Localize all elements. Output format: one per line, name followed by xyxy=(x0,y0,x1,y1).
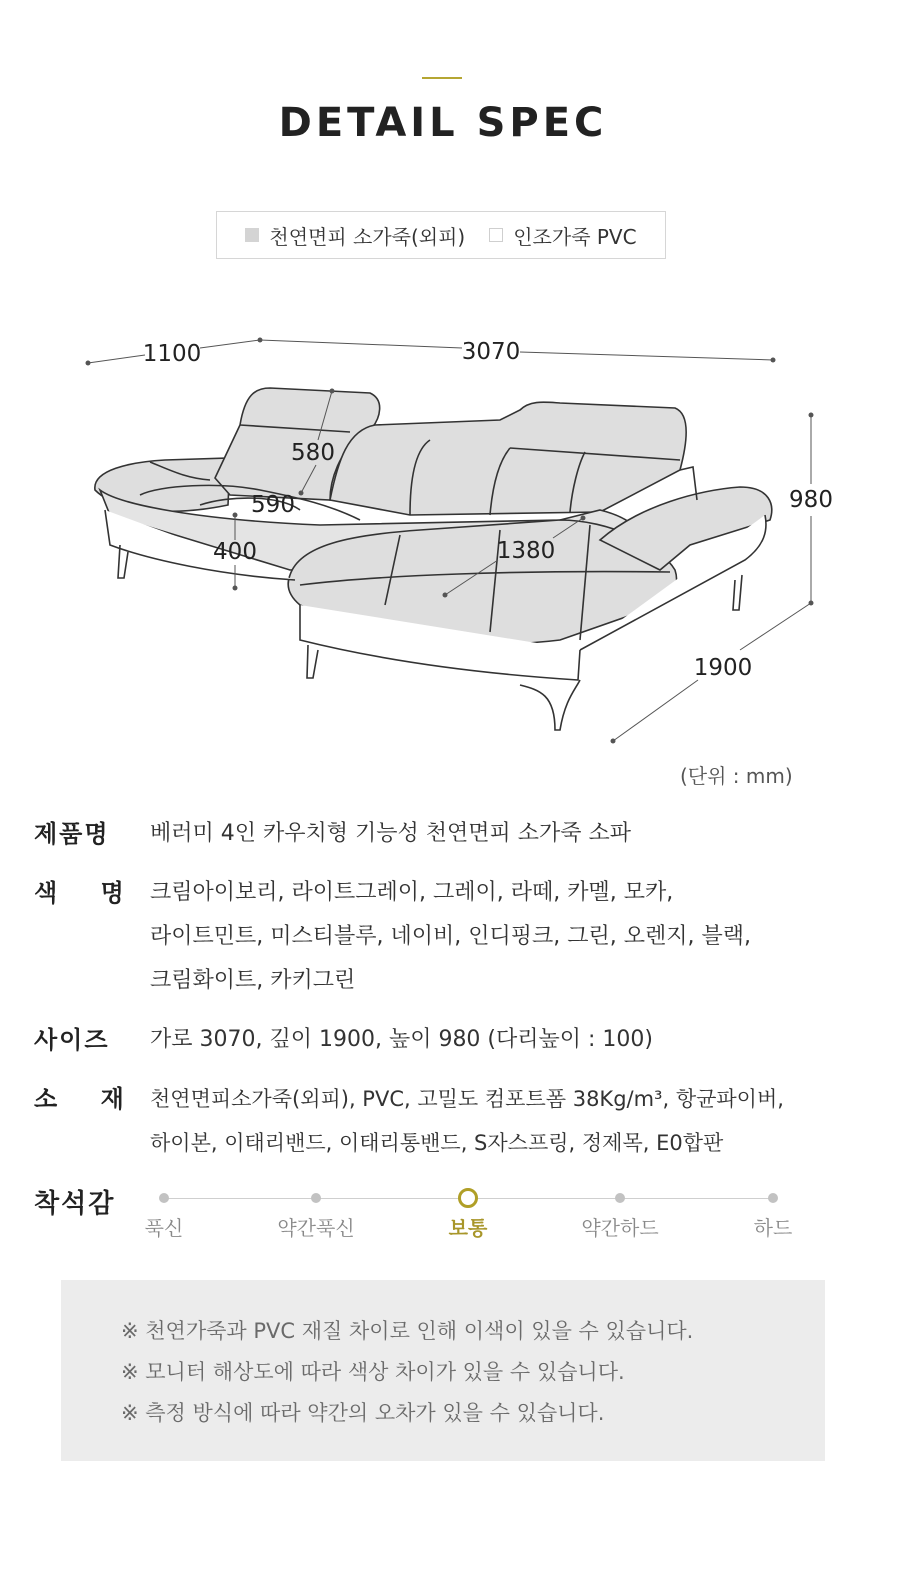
material-legend xyxy=(216,211,666,259)
spec-line: 크림화이트, 카키그린 xyxy=(150,968,356,993)
spec-value-material xyxy=(150,1077,865,1165)
dim-label-back-height: 580 xyxy=(291,440,335,466)
comfort-level-label-selected: 보통 xyxy=(448,1216,488,1240)
comfort-dot-selected xyxy=(458,1188,478,1208)
comfort-dot-2 xyxy=(311,1193,321,1203)
spec-value-size xyxy=(150,1018,865,1062)
dim-label-depth-total: 1900 xyxy=(693,655,753,681)
empty-swatch-icon xyxy=(489,228,503,242)
legend-label-leather: 천연면피 소가죽(외피) xyxy=(269,224,466,249)
spec-value-product-name xyxy=(150,812,865,856)
comfort-level-label: 하드 xyxy=(753,1216,793,1240)
comfort-dot-5 xyxy=(768,1193,778,1203)
dim-label-width-left: 1100 xyxy=(142,341,202,367)
sofa-dimension-diagram xyxy=(0,290,900,760)
title-accent-line xyxy=(422,77,462,79)
notice-line: ※ 측정 방식에 따라 약간의 오차가 있을 수 있습니다. xyxy=(121,1401,605,1425)
spec-value-colors xyxy=(150,871,865,1003)
spec-label-colors: 색 명 xyxy=(34,879,126,907)
notice-line: ※ 모니터 해상도에 따라 색상 차이가 있을 수 있습니다. xyxy=(121,1360,625,1384)
dim-label-chaise-length: 1380 xyxy=(496,538,556,564)
spec-row-colors xyxy=(34,871,865,1003)
comfort-dot-1 xyxy=(159,1193,169,1203)
spec-line: 라이트민트, 미스티블루, 네이비, 인디핑크, 그린, 오렌지, 블랙, xyxy=(150,924,751,949)
comfort-level-label: 약간하드 xyxy=(581,1216,659,1240)
spec-label-size: 사이즈 xyxy=(34,1026,110,1054)
dim-label-seat-depth: 590 xyxy=(251,492,295,518)
comfort-level-label: 푹신 xyxy=(144,1216,184,1240)
sofa-illustration xyxy=(95,388,772,730)
spec-line: 크림아이보리, 라이트그레이, 그레이, 라떼, 카멜, 모카, xyxy=(150,880,674,905)
dim-label-height-total: 980 xyxy=(789,487,833,513)
spec-label-product-name: 제품명 xyxy=(34,820,110,848)
unit-note: (단위 : mm) xyxy=(680,764,793,788)
filled-swatch-icon xyxy=(245,228,259,242)
comfort-label: 착석감 xyxy=(34,1189,116,1219)
legend-item-leather xyxy=(245,221,465,250)
notice-box xyxy=(61,1280,825,1461)
spec-row-product-name xyxy=(34,812,865,856)
legend-label-pvc: 인조가죽 PVC xyxy=(513,224,637,249)
dim-label-seat-height: 400 xyxy=(213,539,257,565)
spec-line: 천연면피소가죽(외피), PVC, 고밀도 컴포트폼 38Kg/m³, 항균파이버, xyxy=(150,1087,784,1111)
notice-line: ※ 천연가죽과 PVC 재질 차이로 인해 이색이 있을 수 있습니다. xyxy=(121,1319,694,1343)
dim-label-width-total: 3070 xyxy=(461,339,521,365)
page-title: DETAIL SPEC xyxy=(278,100,608,146)
spec-line: 베러미 4인 카우치형 기능성 천연면피 소가죽 소파 xyxy=(150,821,631,846)
spec-line: 하이본, 이태리밴드, 이태리통밴드, S자스프링, 정제목, E0합판 xyxy=(150,1131,724,1155)
comfort-level-label: 약간푹신 xyxy=(277,1216,355,1240)
spec-row-size xyxy=(34,1018,865,1062)
legend-item-pvc xyxy=(489,221,636,250)
spec-line: 가로 3070, 깊이 1900, 높이 980 (다리높이 : 100) xyxy=(150,1027,653,1052)
spec-row-material xyxy=(34,1077,865,1165)
comfort-dot-4 xyxy=(615,1193,625,1203)
spec-label-material: 소 재 xyxy=(34,1085,126,1113)
